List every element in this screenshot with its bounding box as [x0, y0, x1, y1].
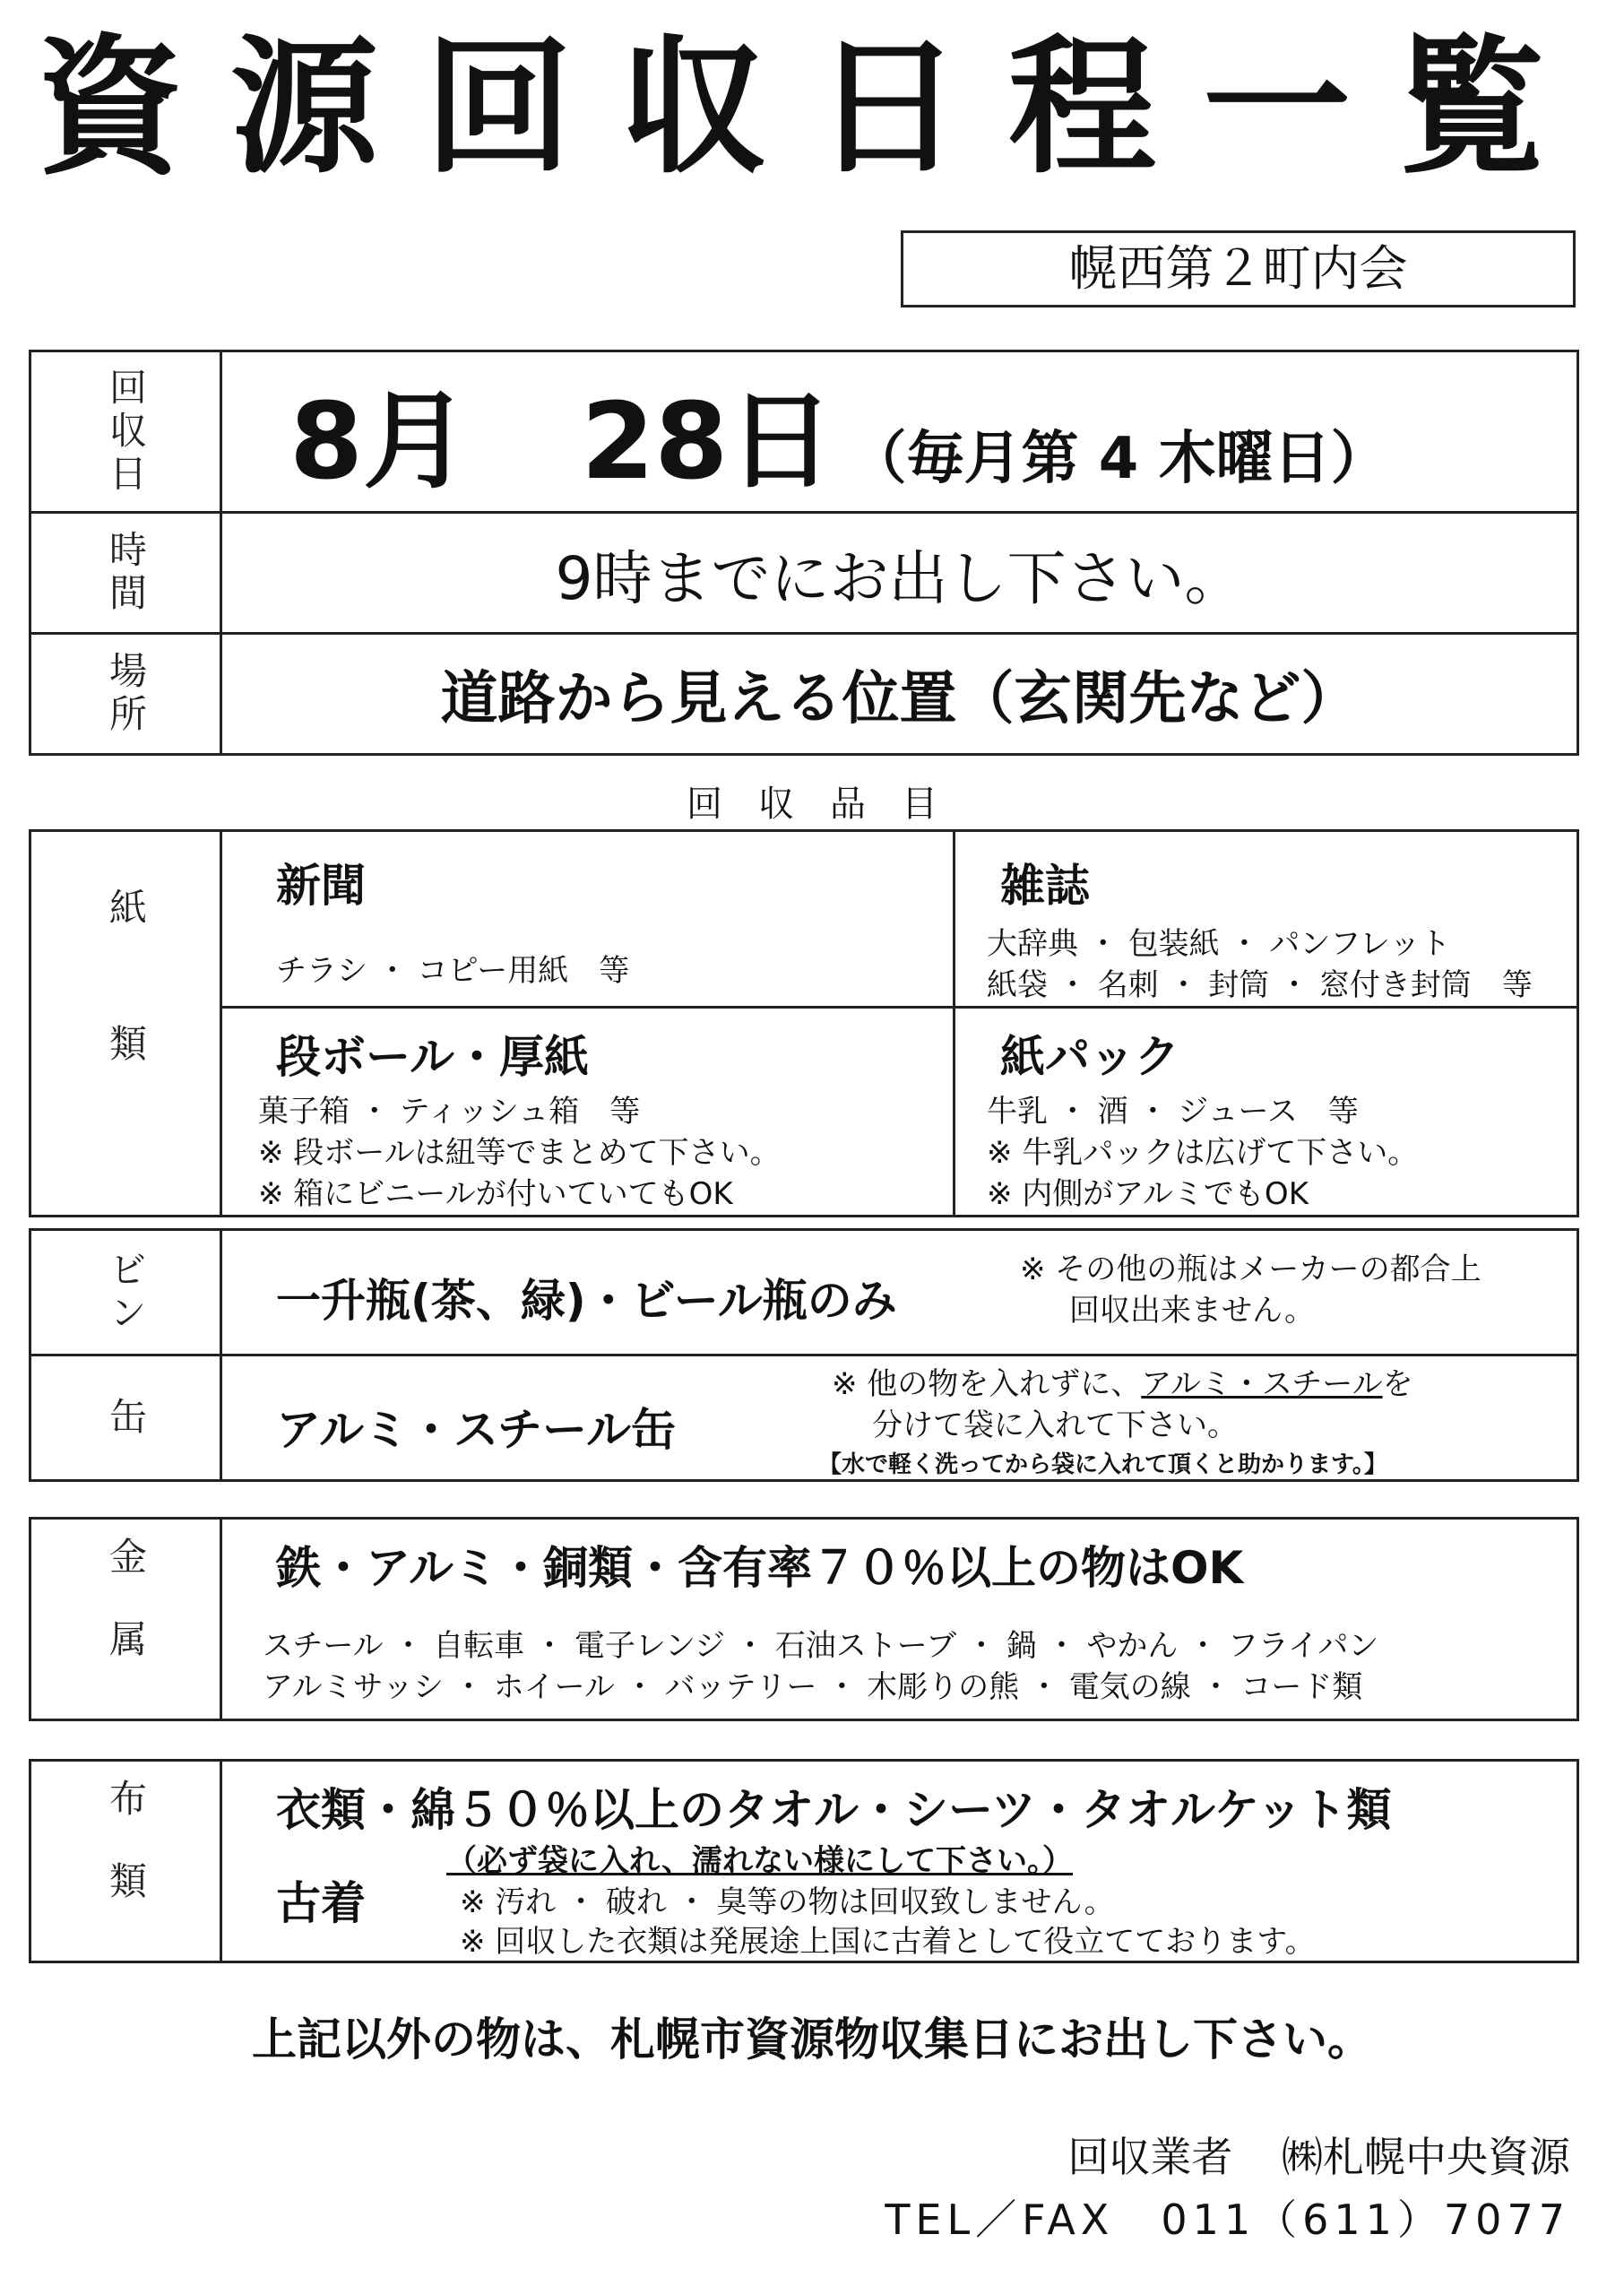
- bottles-cans-table: [29, 1228, 1579, 1482]
- paper-table: [29, 829, 1579, 1217]
- metal-cell: [221, 1519, 1578, 1720]
- time-text: 9時までにお出し下さい。: [555, 543, 1244, 613]
- cans-label-cell: [30, 1355, 221, 1481]
- collection-recurrence: （毎月第 4 木曜日）: [849, 425, 1388, 492]
- footer-note: 上記以外の物は、札幌市資源物収集日にお出し下さい。: [252, 2014, 1372, 2066]
- cardboard-title: 段ボール・厚紙: [276, 1031, 589, 1083]
- bottles-note-2: 回収出来ません。: [1069, 1293, 1316, 1329]
- schedule-table: [29, 350, 1579, 756]
- company-name: ㈱札幌中央資源: [1282, 2133, 1570, 2181]
- cans-note-1a: ※ 他の物を入れずに、: [832, 1366, 1142, 1402]
- metal-table: [29, 1517, 1579, 1721]
- cloth-note-1: （必ず袋に入れ、濡れない様にして下さい。）: [446, 1843, 1074, 1879]
- date-cell: [221, 351, 1578, 513]
- carton-cell: [955, 1008, 1578, 1217]
- cloth-note-3: ※ 回収した衣類は発展途上国に古着として役立てております。: [460, 1924, 1316, 1960]
- paper-label-cell: [30, 831, 221, 1217]
- place-label: 場所: [104, 651, 148, 737]
- collection-month: 8月: [289, 378, 470, 503]
- time-label: 時間: [104, 530, 148, 616]
- newspaper-title: 新聞: [276, 860, 366, 912]
- bottles-note-1: ※ その他の瓶はメーカーの都合上: [1020, 1251, 1481, 1287]
- time-label-cell: [30, 513, 221, 634]
- metal-list-1: スチール ・ 自転車 ・ 電子レンジ ・ 石油ストーブ ・ 鍋 ・ やかん ・ フライパン: [263, 1628, 1379, 1664]
- cardboard-cell: [221, 1008, 955, 1217]
- company-label: 回収業者: [1067, 2133, 1233, 2181]
- organization-box: 幌西第２町内会: [901, 230, 1576, 307]
- metal-label: 金属: [104, 1537, 148, 1702]
- bottles-main: 一升瓶(茶、緑)・ビール瓶のみ: [276, 1275, 897, 1327]
- collection-day: 28日: [581, 378, 834, 503]
- metal-list-2: アルミサッシ ・ ホイール ・ バッテリー ・ 木彫りの熊 ・ 電気の線 ・ コード類: [263, 1669, 1363, 1705]
- page-title: 資源回収日程一覧: [36, 22, 1592, 194]
- company-line: [1067, 2125, 1570, 2184]
- magazine-cell: [955, 831, 1578, 1008]
- bottles-label: ビン: [104, 1249, 148, 1336]
- cans-note-1: [832, 1364, 1413, 1405]
- cans-cell: [221, 1355, 1578, 1481]
- newspaper-desc: チラシ ・ コピー用紙 等: [276, 953, 630, 989]
- place-cell: [221, 634, 1578, 755]
- place-label-cell: [30, 634, 221, 755]
- metal-main: 鉄・アルミ・銅類・含有率７０％以上の物はOK: [276, 1542, 1244, 1594]
- time-cell: [221, 513, 1578, 634]
- magazine-desc-1: 大辞典 ・ 包装紙 ・ パンフレット: [987, 926, 1451, 962]
- cardboard-desc-3: ※ 箱にビニールが付いていてもOK: [258, 1176, 733, 1212]
- place-text: 道路から見える位置（玄関先など）: [440, 666, 1359, 732]
- cloth-main: 衣類・綿５０％以上のタオル・シーツ・タオルケット類: [276, 1784, 1392, 1836]
- cloth-used: 古着: [276, 1877, 366, 1929]
- cloth-table: [29, 1759, 1579, 1963]
- date-label-cell: [30, 351, 221, 513]
- tel-fax: TEL／FAX 011（611）7077: [885, 2195, 1570, 2244]
- cloth-cell: [221, 1761, 1578, 1962]
- paper-label: 紙類: [104, 887, 148, 1160]
- newspaper-cell: [221, 831, 955, 1008]
- magazine-title: 雑誌: [1000, 860, 1090, 912]
- cans-note-1c: を: [1382, 1366, 1413, 1402]
- metal-label-cell: [30, 1519, 221, 1720]
- magazine-desc-2: 紙袋 ・ 名刺 ・ 封筒 ・ 窓付き封筒 等: [987, 967, 1533, 1003]
- date-label: 回収日: [104, 367, 148, 497]
- cardboard-desc-2: ※ 段ボールは紐等でまとめて下さい。: [258, 1135, 781, 1171]
- cloth-label: 布類: [104, 1779, 148, 1944]
- cans-label: 缶: [104, 1396, 148, 1440]
- cans-main: アルミ・スチール缶: [276, 1404, 676, 1456]
- bottles-cell: [221, 1230, 1578, 1355]
- carton-desc-2: ※ 牛乳パックは広げて下さい。: [987, 1135, 1419, 1171]
- carton-desc-3: ※ 内側がアルミでもOK: [987, 1176, 1309, 1212]
- bottles-label-cell: [30, 1230, 221, 1355]
- cans-note-1b: アルミ・スチール: [1141, 1366, 1383, 1402]
- carton-title: 紙パック: [1000, 1031, 1179, 1083]
- cloth-label-cell: [30, 1761, 221, 1962]
- items-heading: 回 収 品 目: [687, 784, 937, 825]
- cans-note-3: 【水で軽く洗ってから袋に入れて頂くと助かります。】: [818, 1451, 1387, 1478]
- cloth-note-2: ※ 汚れ ・ 破れ ・ 臭等の物は回収致しません。: [460, 1884, 1115, 1920]
- cans-note-2: 分けて袋に入れて下さい。: [872, 1407, 1238, 1443]
- carton-desc-1: 牛乳 ・ 酒 ・ ジュース 等: [987, 1094, 1359, 1130]
- cardboard-desc-1: 菓子箱 ・ ティッシュ箱 等: [258, 1094, 641, 1130]
